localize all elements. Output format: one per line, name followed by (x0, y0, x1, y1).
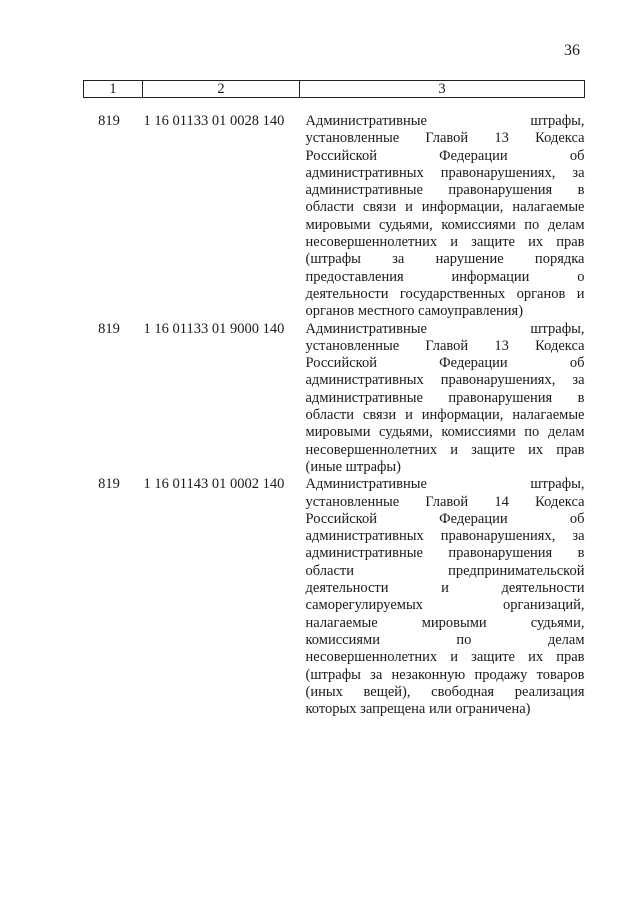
description-line: установленные Главой 13 Кодекса (305, 337, 585, 354)
description-line: (штрафы за незаконную продажу товаров (305, 666, 585, 683)
description-line: области связи и информации, налагаемые (305, 199, 585, 216)
description-line: несовершеннолетних и защите их прав (305, 441, 585, 458)
description-line: деятельности и деятельности (305, 580, 585, 597)
description-line: административные правонарушения в (305, 182, 585, 199)
description-line: области связи и информации, налагаемые (305, 407, 585, 424)
admin-code-cell: 819 (98, 320, 120, 337)
table-row (84, 321, 585, 477)
table-row (84, 98, 585, 321)
page-number: 36 (564, 42, 580, 59)
budget-codes-table (83, 80, 585, 718)
description-line: органов местного самоуправления) (305, 303, 524, 320)
description-line: административные правонарушения в (305, 545, 585, 562)
description-line: Административные штрафы, (305, 113, 585, 129)
header-col-3: 3 (300, 81, 585, 98)
header-row (84, 81, 585, 98)
description-line: налагаемые мировыми судьями, (305, 614, 585, 631)
table-header (84, 81, 585, 98)
description-line: которых запрещена или ограничена) (305, 701, 531, 718)
description-line: несовершеннолетних и защите их прав (305, 234, 585, 251)
table-body (84, 98, 585, 719)
description-line: Российской Федерации об (305, 355, 585, 372)
budget-classification-code-cell: 1 16 01133 01 0028 140 (143, 113, 285, 129)
admin-code-cell: 819 (98, 476, 120, 493)
admin-code-cell: 819 (98, 113, 120, 129)
description-line: установленные Главой 14 Кодекса (305, 493, 585, 510)
header-col-2: 2 (143, 81, 300, 98)
description-line: Административные штрафы, (305, 476, 585, 493)
description-line: (штрафы за нарушение порядка (305, 251, 585, 268)
description-line: Административные штрафы, (305, 320, 585, 337)
description-line: мировыми судьями, комиссиями по делам (305, 424, 585, 441)
description-line: саморегулируемых организаций, (305, 597, 585, 614)
description-line: предоставления информации о (305, 268, 585, 285)
description-line: административные правонарушения в (305, 389, 585, 406)
description-line: комиссиями по делам (305, 631, 585, 648)
description-line: административных правонарушениях, за (305, 372, 585, 389)
description-line: области предпринимательской (305, 562, 585, 579)
description-line: (иные штрафы) (305, 458, 401, 475)
header-col-1: 1 (84, 81, 143, 98)
revenue-description-cell (300, 321, 585, 477)
description-line: установленные Главой 13 Кодекса (305, 130, 585, 147)
description-line: административных правонарушениях, за (305, 528, 585, 545)
description-line: Российской Федерации об (305, 147, 585, 164)
revenue-description-cell (300, 98, 585, 321)
description-line: Российской Федерации об (305, 510, 585, 527)
budget-classification-code-cell: 1 16 01143 01 0002 140 (143, 476, 285, 493)
description-line: деятельности государственных органов и (305, 285, 585, 302)
revenue-description-cell (300, 476, 585, 718)
description-line: несовершеннолетних и защите их прав (305, 649, 585, 666)
description-line: административных правонарушениях, за (305, 164, 585, 181)
description-line: (иных вещей), свободная реализация (305, 683, 585, 700)
table-row (84, 476, 585, 718)
budget-classification-code-cell: 1 16 01133 01 9000 140 (143, 320, 285, 337)
description-line: мировыми судьями, комиссиями по делам (305, 216, 585, 233)
